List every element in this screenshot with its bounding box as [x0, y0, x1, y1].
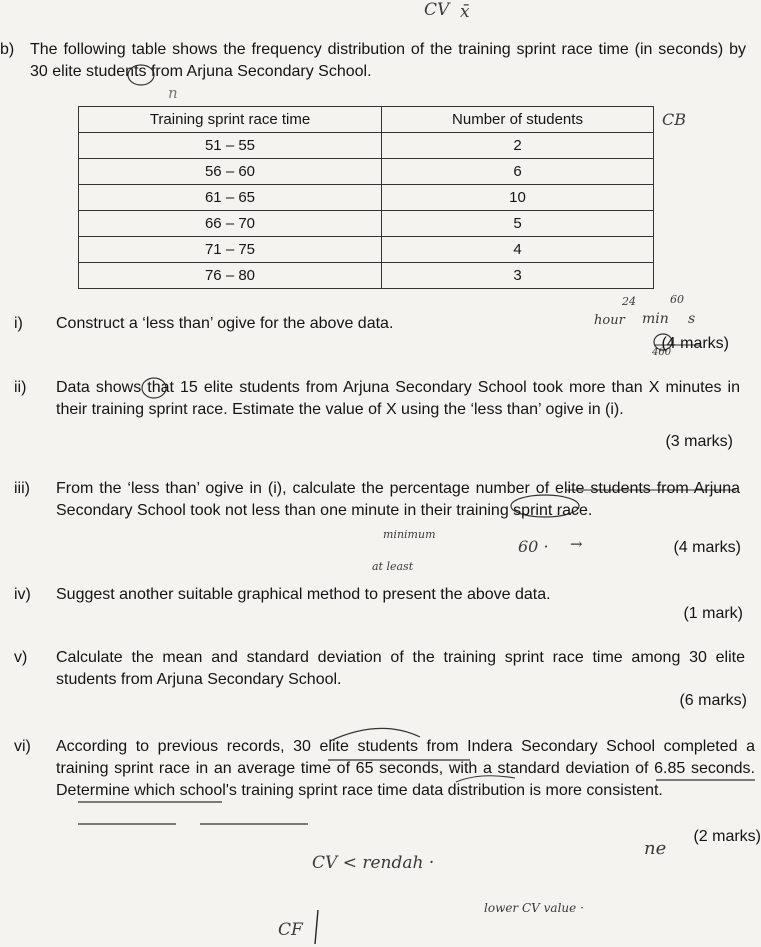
annotation-hour: hour [594, 313, 625, 328]
part-v-marks: (6 marks) [679, 692, 747, 709]
table-row [79, 159, 654, 185]
cell-interval: 56 – 60 [79, 159, 382, 185]
part-vi-marks: (2 marks) [693, 828, 761, 845]
part-vi-number: vi) [14, 738, 31, 755]
part-iv-text: Suggest another suitable graphical method to present the above data. [56, 586, 551, 603]
cell-interval: 51 – 55 [79, 133, 382, 159]
cell-count: 5 [382, 211, 654, 237]
part-i-marks: (4 marks) [661, 335, 729, 352]
annotation-lower-cv: lower CV value · [484, 901, 584, 915]
part-iv-number: iv) [14, 586, 31, 603]
annotation-60: 60 [670, 293, 684, 306]
part-vi-text: According to previous records, 30 elite students from Indera Secondary School completed a training sprint race in an average time of 65 seconds, with a standard deviation of 6.85 seconds. Determine which school's training sprint race time data distribution is more consistent. [56, 738, 755, 799]
annotation-xbar-top: x̄ [460, 2, 470, 22]
table-row [79, 263, 654, 289]
frequency-table [78, 106, 654, 289]
annotation-min: min [642, 311, 669, 327]
cell-interval: 76 – 80 [79, 263, 382, 289]
annotation-arrow: → [570, 535, 583, 553]
annotation-sixty: 60 · [518, 537, 549, 556]
part-v-text: Calculate the mean and standard deviation of the training sprint race time among 30 elite students from Arjuna Secondary School. [56, 649, 745, 688]
cell-count: 2 [382, 133, 654, 159]
cell-count: 6 [382, 159, 654, 185]
annotation-24: 24 [622, 295, 636, 308]
annotation-cv-rendah: CV < rendah · [312, 853, 435, 873]
part-i-number: i) [14, 315, 23, 332]
cell-count: 3 [382, 263, 654, 289]
annotation-cv-top: CV [424, 0, 450, 20]
header-students: Number of students [382, 107, 654, 133]
cell-count: 10 [382, 185, 654, 211]
annotation-n: n [168, 84, 178, 102]
table-row [79, 185, 654, 211]
annotation-cf: CF [278, 920, 303, 940]
table-row [79, 211, 654, 237]
annotation-ne: ne [644, 838, 667, 859]
cell-interval: 66 – 70 [79, 211, 382, 237]
header-race-time: Training sprint race time [79, 107, 382, 133]
part-ii-marks: (3 marks) [665, 433, 733, 450]
part-ii-text: Data shows that 15 elite students from Arjuna Secondary School took more than X minutes in their training sprint race. Estimate the value of X using the ‘less than’ ogive in (i). [56, 379, 740, 418]
cell-interval: 61 – 65 [79, 185, 382, 211]
annotation-460: 460 [652, 347, 672, 358]
table-header-row [79, 107, 654, 133]
cell-count: 4 [382, 237, 654, 263]
part-iii-marks: (4 marks) [673, 539, 741, 556]
question-intro: The following table shows the frequency distribution of the training sprint race time (in seconds) by 30 elite students from Arjuna Secondary School. [30, 41, 746, 80]
part-ii-number: ii) [14, 379, 27, 396]
annotation-minimum: minimum [383, 528, 436, 541]
part-i-text: Construct a ‘less than’ ogive for the above data. [56, 315, 394, 332]
annotation-s: s [688, 311, 696, 327]
table-row [79, 133, 654, 159]
part-iv-marks: (1 mark) [683, 605, 743, 622]
part-label: b) [0, 41, 15, 58]
part-v-number: v) [14, 649, 28, 666]
table-row [79, 237, 654, 263]
part-iii-number: iii) [14, 480, 30, 497]
annotation-at-least: at least [372, 560, 414, 573]
annotation-cb: CB [662, 110, 686, 129]
part-iii-text: From the ‘less than’ ogive in (i), calculate the percentage number of elite students from Arjuna Secondary School took not less than one minute in their training sprint race. [56, 480, 740, 519]
pen-stroke-cf [315, 910, 318, 944]
cell-interval: 71 – 75 [79, 237, 382, 263]
